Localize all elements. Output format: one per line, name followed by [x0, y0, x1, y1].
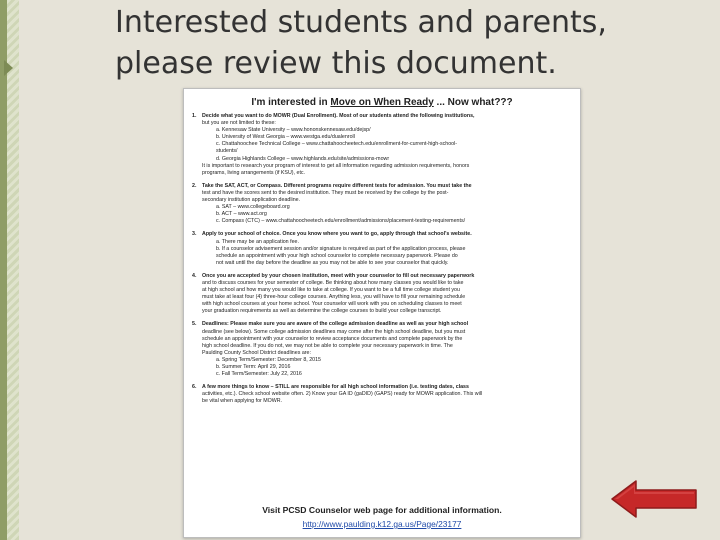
step-list-item: a. Kennesaw State University – www.hononskennesaw.edu/dejsp/: [216, 127, 371, 134]
left-arrow-icon[interactable]: [610, 478, 698, 520]
document-step: [190, 183, 574, 226]
step-list-item: b. Summer Term: April 29, 2016: [216, 364, 291, 370]
step-number: 5.: [192, 321, 197, 328]
document-step: [190, 384, 574, 405]
step-note: It is important to research your program of interest to get all information regarding admission requirements, honors: [202, 162, 470, 169]
decorative-notch-icon: [4, 60, 13, 76]
step-number: 6.: [192, 384, 197, 391]
step-line: high school deadline. If you do not, we may not be able to complete your necessary paperwork in time. The: [202, 342, 453, 349]
step-line: Deadlines: Please make sure you are aware of the college admission deadline as well as your high school: [202, 321, 469, 328]
heading-pre: I'm interested in: [251, 97, 328, 108]
step-list-item: c. Fall Term/Semester: July 22, 2016: [216, 371, 302, 378]
step-line: with high school courses at your home school. Your counselor will work with you on scheduling classes to meet: [202, 301, 462, 308]
footer-text: Visit PCSD Counselor web page for additional information.: [262, 505, 502, 515]
step-line: Apply to your school of choice. Once you know where you want to go, apply through that school's website.: [202, 231, 472, 238]
step-line: Paulding County School District deadlines are:: [202, 349, 311, 356]
step-list-item: schedule an appointment with your high school counselor to complete necessary paperwork. Please do: [216, 252, 458, 259]
document-step: [190, 113, 574, 177]
step-list-item: b. University of West Georgia – www.westga.edu/dualenroll: [216, 134, 355, 141]
step-list-item: b. ACT – www.act.org: [216, 211, 267, 218]
step-line: be vital when applying for MOWR.: [202, 398, 283, 405]
step-line: Take the SAT, ACT, or Compass. Different programs require different tests for admission. You must take the: [202, 182, 472, 189]
decorative-stripe-dark: [0, 0, 7, 540]
step-line: and to discuss courses for your semester of college. Be thinking about how many classes you would like to take: [202, 279, 464, 286]
step-line: your graduation requirements as well as determine the college courses to build your college transcript.: [202, 308, 442, 315]
document-step: [190, 273, 574, 316]
step-list-item: a. Spring Term/Semester: December 8, 2015: [216, 356, 322, 363]
document-image: [183, 88, 581, 538]
slide-title: [115, 2, 705, 84]
step-number: 2.: [192, 182, 197, 189]
decorative-stripe-pattern: [7, 0, 19, 540]
step-list-item: students/: [216, 148, 238, 155]
step-number: 4.: [192, 272, 197, 279]
step-line: secondary institution application deadline.: [202, 197, 301, 204]
step-line: at high school and how many you would like to take at college. If you want to be a full time college student you: [202, 287, 460, 294]
step-line: activities, etc.). Check school website often. 2) Know your GA ID (gaDID) (GAPS) ready for MOWR application. This will: [202, 391, 483, 398]
step-line: Once you are accepted by your chosen institution, meet with your counselor to fill out necessary paperwork: [202, 272, 475, 279]
slide-title-line-1: Interested students and parents,: [115, 5, 607, 40]
document-body: [190, 113, 574, 411]
step-line: but you are not limited to these:: [202, 120, 276, 127]
step-line: A few more things to know – STILL are responsible for all high school information (i.e. testing dates, class: [202, 384, 469, 391]
footer-link[interactable]: http://www.paulding.k12.ga.us/Page/23177: [302, 519, 462, 529]
step-list-item: a. SAT – www.collegeboard.org: [216, 204, 290, 211]
step-list-item: d. Georgia Highlands College – www.highlands.edu/site/admissions-mowr: [216, 155, 390, 162]
step-line: deadline (see below). Some college admission deadlines may come after the high school deadline, but you must: [202, 328, 466, 335]
document-heading: [184, 97, 580, 108]
document-step: [190, 231, 574, 266]
document-step: [190, 321, 574, 378]
step-line: test and have the scores sent to the desired institution. They must be received by the college by the post-: [202, 189, 449, 196]
step-note: programs, living arrangements (if KSU), etc.: [202, 169, 306, 176]
step-number: 1.: [192, 113, 197, 119]
step-list-item: c. Chattahoochee Technical College – www.chattahoocheetech.edu/enrollment-for-current-high-school-: [216, 141, 458, 148]
step-number: 3.: [192, 231, 197, 238]
step-list-item: not wait until the day before the deadline as you may not be able to see your counselor that quickly.: [216, 259, 449, 266]
step-list-item: a. There may be an application fee.: [216, 238, 299, 245]
heading-link: Move on When Ready: [330, 97, 434, 108]
step-list-item: b. If a counselor advisement session and/or signature is required as part of the application process, please: [216, 245, 466, 252]
slide-title-line-2: please review this document.: [115, 46, 557, 81]
step-list-item: c. Compass (CTC) – www.chattahoocheetech.edu/enrollment/admissions/placement-testing-requirements/: [216, 218, 466, 225]
step-line: schedule an appointment with your counselor to review acceptance documents and complete paperwork by the: [202, 335, 463, 342]
step-line: must take at least four (4) three-hour college courses. Anything less, you will have to fill your remaining schedule: [202, 294, 466, 301]
heading-post: ... Now what???: [436, 97, 513, 108]
step-line: Decide what you want to do MOWR (Dual Enrollment). Most of our students attend the following institutions,: [202, 113, 475, 119]
